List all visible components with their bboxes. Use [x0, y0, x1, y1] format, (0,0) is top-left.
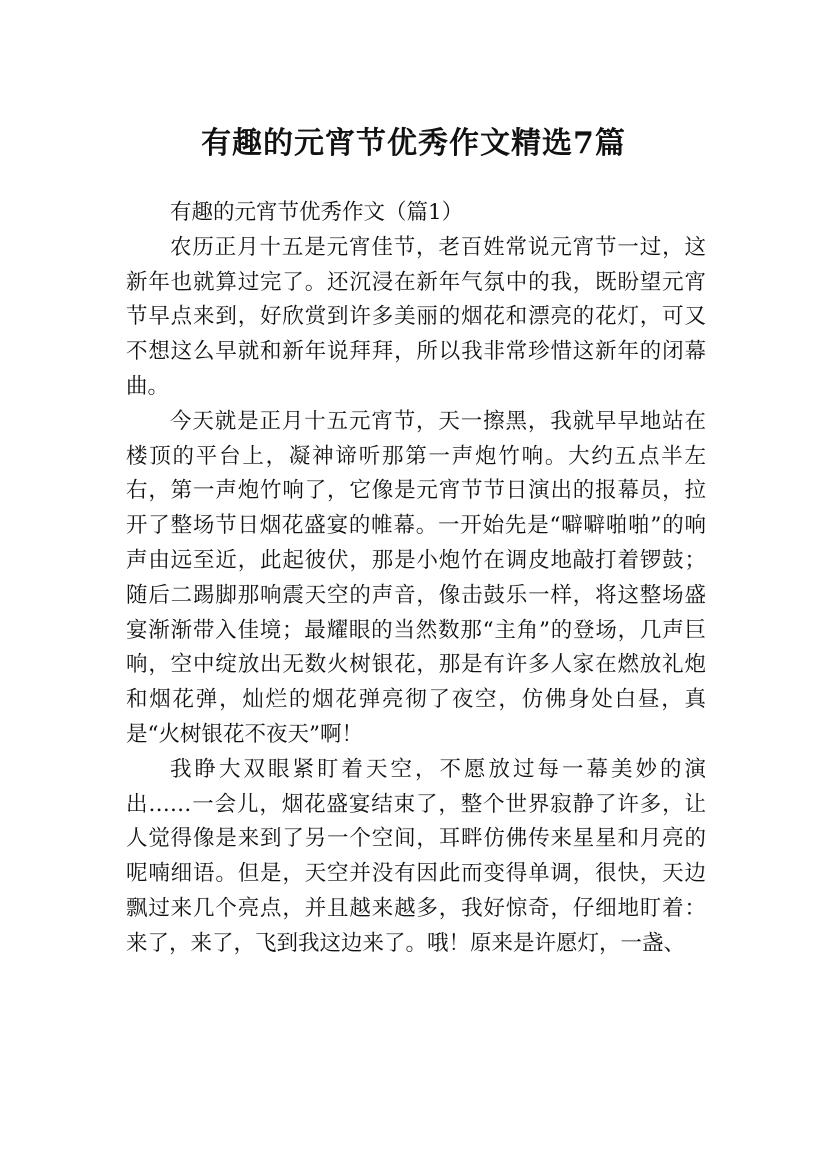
section-heading: 有趣的元宵节优秀作文（篇1） — [170, 200, 464, 225]
document-title: 有趣的元宵节优秀作文精选7篇 — [201, 126, 626, 162]
paragraph-1: 农历正月十五是元宵佳节，老百姓常说元宵节一过，这新年也就算过完了。还沉浸在新年气氛中的我，既盼望元宵节早点来到，好欣赏到许多美丽的烟花和漂亮的花灯，可又不想这么早就和新年说拜拜，所以我非常珍惜这新年的闭幕曲。 — [126, 234, 706, 399]
document-body — [126, 196, 706, 962]
paragraph-3: 我睁大双眼紧盯着天空，不愿放过每一幕美妙的演出……一会儿，烟花盛宴结束了，整个世界寂静了许多，让人觉得像是来到了另一个空间，耳畔仿佛传来星星和月亮的呢喃细语。但是，天空并没有因此而变得单调，很快，天边飘过来几个亮点，并且越来越多，我好惊奇，仔细地盯着：来了，来了，飞到我这边来了。哦！原来是许愿灯，一盏、 — [126, 756, 706, 956]
paragraph-2: 今天就是正月十五元宵节，天一擦黑，我就早早地站在楼顶的平台上，凝神谛听那第一声炮竹响。大约五点半左右，第一声炮竹响了，它像是元宵节节日演出的报幕员，拉开了整场节日烟花盛宴的帷幕。一开始先是“噼噼啪啪”的响声由远至近，此起彼伏，那是小炮竹在调皮地敲打着锣鼓；随后二踢脚那响震天空的声音，像击鼓乐一样，将这整场盛宴渐渐带入佳境；最耀眼的当然数那“主角”的登场，几声巨响，空中绽放出无数火树银花，那是有许多人家在燃放礼炮和烟花弹，灿烂的烟花弹亮彻了夜空，仿佛身处白昼，真是“火树银花不夜天”啊！ — [126, 408, 706, 747]
